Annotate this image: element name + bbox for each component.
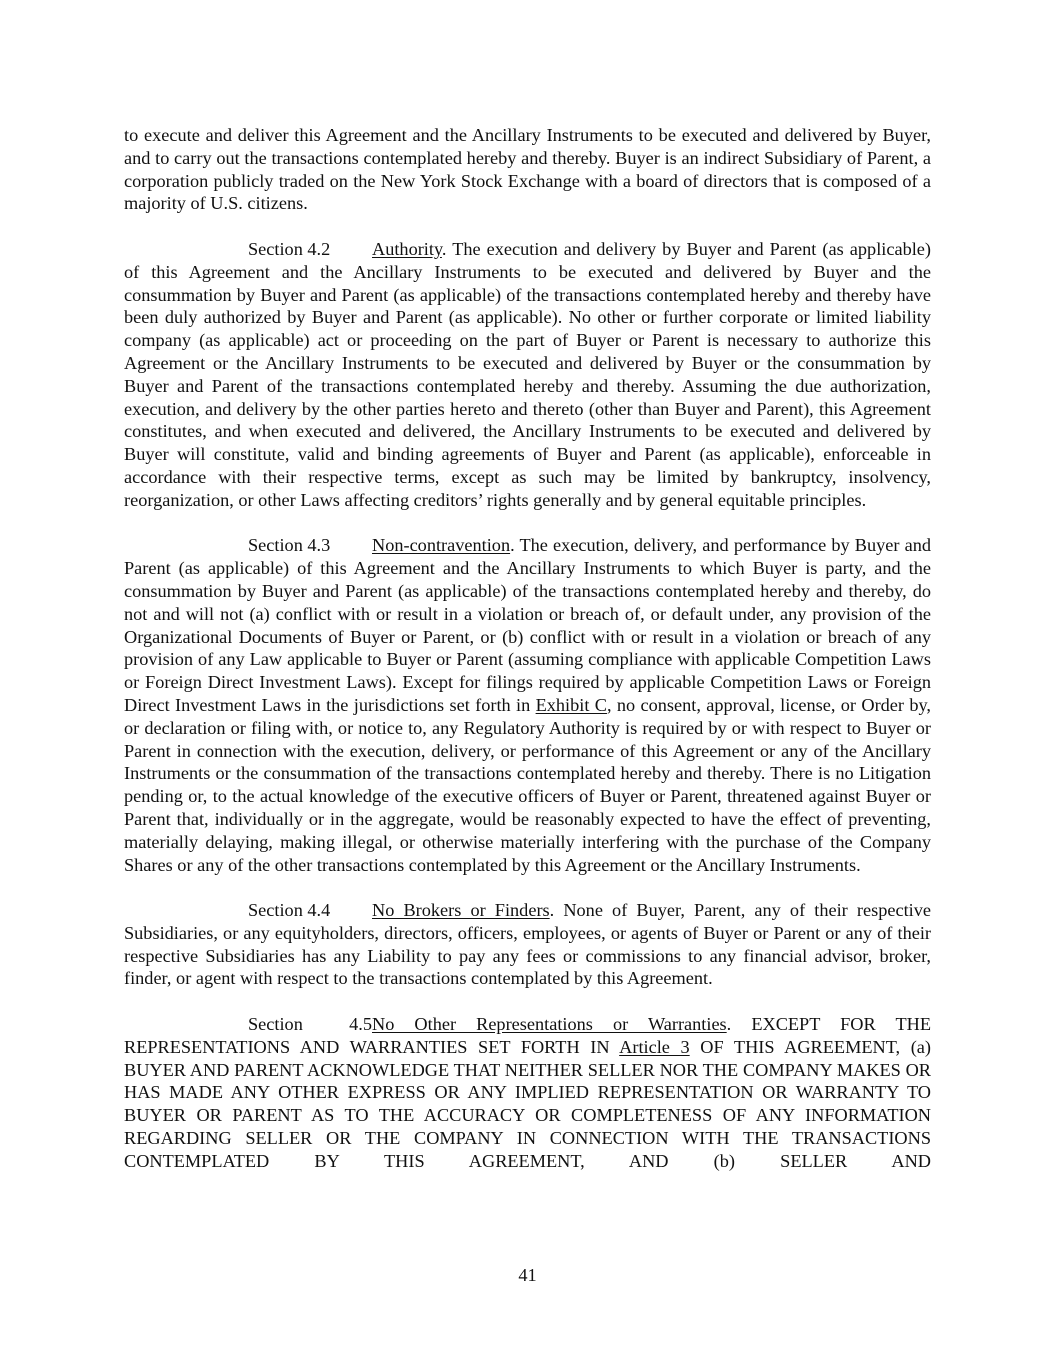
section-number: Section 4.3 [248, 535, 331, 556]
document-page [124, 124, 931, 1195]
section-body-continued: OF THIS AGREEMENT, (a) BUYER AND PARENT ACKNOWLEDGE THAT NEITHER SELLER NOR THE COMPANY MAKES OR HAS MADE ANY OTHER EXPRESS OR ANY IMPLIED REPRESENTATION OR WARRANTY TO BUYER OR PARENT AS TO THE ACCURACY OR COMPLETENESS OF ANY INFORMATION REGARDING SELLER OR THE COMPANY IN CONNECTION WITH THE TRANSACTIONS CONTEMPLATED BY THIS AGREEMENT, AND (b) SELLER AND [124, 1036, 931, 1171]
section-body: . The execution and delivery by Buyer and Parent (as applicable) of this Agreement and the Ancillary Instruments to be executed and delivered by Buyer and the consummation by Buyer and Parent (as applicable) of the transactions contemplated hereby and thereby have been duly authorized by Buyer and Parent (as applicable). No other or further corporate or limited liability company (as applicable) act or proceeding on the part of Buyer or Parent is necessary to authorize this Agreement or the Ancillary Instruments to be executed and delivered by Buyer or the consummation by Buyer and Parent of the transactions contemplated hereby and thereby. Assuming the due authorization, execution, and delivery by the other parties hereto and thereto (other than Buyer and Parent), this Agreement constitutes, and when executed and delivered, the Ancillary Instruments to be executed and delivered by Buyer will constitute, valid and binding agreements of Buyer and Parent (as applicable), enforceable in accordance with their respective terms, except as such may be limited by bankruptcy, insolvency, reorganization, or other Laws affecting creditors’ rights generally and by general equitable principles. [124, 238, 931, 510]
section-body-continued: , no consent, approval, license, or Order by, or declaration or filing with, or notice to, any Regulatory Authority is required by or with respect to Buyer or Parent in connection with the execution, delivery, or performance of this Agreement or any of the Ancillary Instruments or the consummation of the transactions contemplated hereby and thereby. There is no Litigation pending or, to the actual knowledge of the executive officers of Buyer or Parent, threatened against Buyer or Parent that, individually or in the aggregate, would be reasonably expected to have the effect of preventing, materially delaying, making illegal, or otherwise materially interfering with the purchase of the Company Shares or any of the other transactions contemplated by this Agreement or the Ancillary Instruments. [124, 694, 932, 875]
section-4-3 [124, 534, 931, 876]
section-body: . EXCEPT FOR THE REPRESENTATIONS AND WARRANTIES SET FORTH IN [124, 1014, 931, 1057]
section-title: Non-contravention [372, 535, 511, 556]
section-title: No Other Representations or Warranties [372, 1014, 727, 1035]
section-number: Section 4.4 [248, 900, 331, 921]
article-3-reference: Article 3 [619, 1036, 690, 1057]
continuation-paragraph: to execute and deliver this Agreement and the Ancillary Instruments to be executed and delivered by Buyer, and to carry out the transactions contemplated hereby and thereby. Buyer is an indirect Subsidiary of Parent, a corporation publicly traded on the New York Stock Exchange with a board of directors that is composed of a majority of U.S. citizens. [124, 125, 931, 214]
section-number: Section 4.5 [248, 1014, 372, 1035]
section-4-5 [124, 1013, 931, 1173]
section-body: . The execution, delivery, and performance by Buyer and Parent (as applicable) of this Agreement and the Ancillary Instruments to which Buyer is party, and the consummation by Buyer and Parent (as applicable) of the transactions contemplated hereby and thereby, do not and will not (a) conflict with or result in a violation or breach of, or default under, any provision of the Organizational Documents of Buyer or Parent, or (b) conflict with or result in a violation or breach of any provision of any Law applicable to Buyer or Parent (assuming compliance with applicable Competition Laws or Foreign Direct Investment Laws). Except for filings required by applicable Competition Laws or Foreign Direct Investment Laws in the jurisdictions set forth in [124, 535, 931, 715]
section-number: Section 4.2 [248, 238, 331, 259]
section-title: No Brokers or Finders [372, 900, 550, 921]
section-4-4 [124, 899, 931, 990]
page-number: 41 [518, 1265, 537, 1285]
exhibit-c-reference: Exhibit C [535, 694, 607, 715]
section-body: . None of Buyer, Parent, any of their respective Subsidiaries, or any equityholders, directors, officers, employees, or agents of Buyer or Parent or any of their respective Subsidiaries has any Liability to pay any fees or commissions to any financial advisor, broker, finder, or agent with respect to the transactions contemplated by this Agreement. [124, 900, 931, 989]
section-title: Authority [372, 238, 442, 259]
section-4-2 [124, 238, 931, 512]
